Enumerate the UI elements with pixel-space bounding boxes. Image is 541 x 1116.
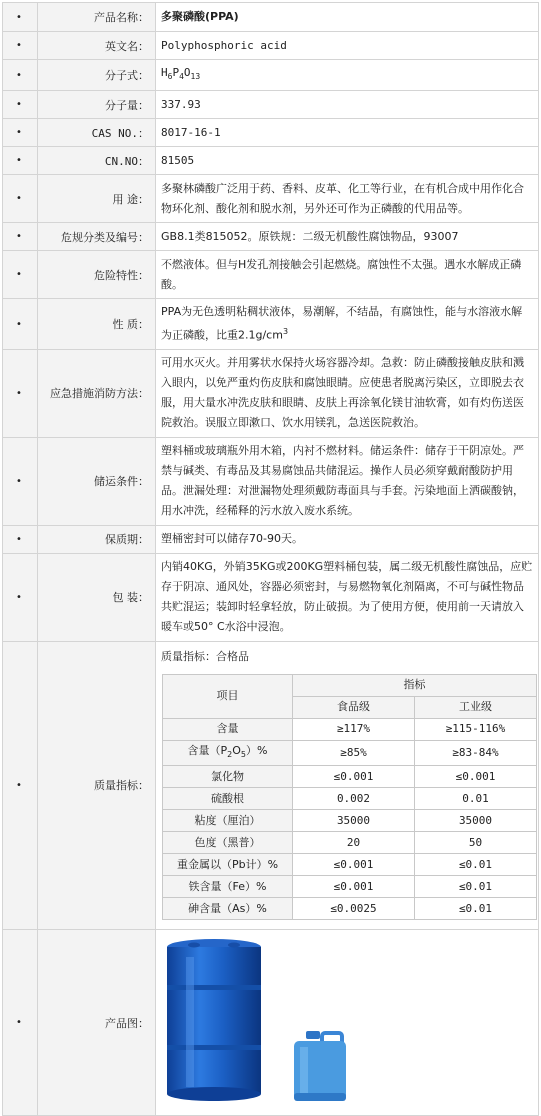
cell-food: ≥85%	[293, 740, 415, 765]
row-bullet: •	[3, 223, 38, 251]
value-shelf-life: 塑桶密封可以储存70-90天。	[156, 525, 539, 553]
cell-item: 粘度（厘泊）	[163, 810, 293, 832]
cell-item: 砷含量（As）%	[163, 898, 293, 920]
value-storage: 塑料桶或玻璃瓶外用木箱，内衬不燃材料。储运条件：储存于干阴凉处。严禁与碱类、有毒品及其易腐蚀品共储混运。操作人员必须穿戴耐酸防护用品。泄漏处理：对泄漏物处理须戴防毒面具与手套。污染地面上洒碳酸钠，用水冲洗，经稀释的污水放入废水系统。	[156, 437, 539, 525]
row-english-name	[3, 32, 539, 60]
value-hazard-class: GB8.1类815052。原铁规：二级无机酸性腐蚀物品，93007	[156, 223, 539, 251]
plastic-drum-image	[164, 937, 264, 1102]
row-bullet: •	[3, 553, 38, 641]
quality-title: 质量指标：合格品	[161, 649, 249, 663]
value-english-name: Polyphosphoric acid	[156, 32, 539, 60]
row-bullet: •	[3, 930, 38, 1116]
row-bullet: •	[3, 3, 38, 32]
value-formula: $H_6P_4O_{13}$	[156, 60, 539, 91]
label-property: 性 质：	[38, 299, 156, 350]
row-bullet: •	[3, 525, 38, 553]
value-quality	[156, 641, 539, 929]
row-package	[3, 553, 539, 641]
label-molecular-weight: 分子量：	[38, 91, 156, 119]
row-bullet: •	[3, 119, 38, 147]
label-storage: 储运条件：	[38, 437, 156, 525]
row-product-image	[3, 930, 539, 1116]
cell-food: ≤0.001	[293, 766, 415, 788]
cell-food: ≤0.0025	[293, 898, 415, 920]
table-row	[163, 898, 537, 920]
cell-industrial: ≥115-116%	[415, 718, 537, 740]
row-formula	[3, 60, 539, 91]
header-food-grade: 食品级	[293, 696, 415, 718]
cell-industrial: ≤0.01	[415, 854, 537, 876]
row-bullet: •	[3, 437, 38, 525]
row-product-name	[3, 3, 539, 32]
cell-food: ≤0.001	[293, 876, 415, 898]
row-bullet: •	[3, 60, 38, 91]
label-use: 用 途：	[38, 175, 156, 223]
value-product-image	[156, 930, 539, 1116]
cell-item: 含量$(P_2O_5)\%$	[163, 740, 293, 765]
row-cn	[3, 147, 539, 175]
label-english-name: 英文名：	[38, 32, 156, 60]
table-row	[163, 718, 537, 740]
row-bullet: •	[3, 175, 38, 223]
label-emergency: 应急措施消防方法：	[38, 349, 156, 437]
label-shelf-life: 保质期：	[38, 525, 156, 553]
row-quality	[3, 641, 539, 929]
value-package: 内销40KG，外销35KG或200KG塑料桶包装，属二级无机酸性腐蚀品，应贮存于阴凉、通风处，容器必须密封，与易燃物氧化剂隔离，不可与碱性物品共贮混运；装卸时轻拿轻放，防止破损。为了使用方便，使用前一天请放入暖车或50° C水浴中浸泡。	[156, 553, 539, 641]
table-row	[163, 854, 537, 876]
row-danger	[3, 251, 539, 299]
label-package: 包 装：	[38, 553, 156, 641]
value-property: PPA为无色透明粘稠状液体，易潮解，不结晶，有腐蚀性，能与水溶液水解为正磷酸，比重$2.1g/cm^3$	[156, 299, 539, 350]
cell-item: 重金属以（Pb计）%	[163, 854, 293, 876]
label-cas: CAS NO.：	[38, 119, 156, 147]
value-use: 多聚林磷酸广泛用于药、香料、皮革、化工等行业，在有机合成中用作化合物环化剂、酸化剂和脱水剂，另外还可作为正磷酸的代用品等。	[156, 175, 539, 223]
row-cas	[3, 119, 539, 147]
row-use	[3, 175, 539, 223]
cell-food: ≥117%	[293, 718, 415, 740]
label-hazard-class: 危规分类及编号：	[38, 223, 156, 251]
cell-industrial: ≤0.01	[415, 876, 537, 898]
label-danger: 危险特性：	[38, 251, 156, 299]
header-index: 指标	[293, 674, 537, 696]
value-emergency: 可用水灭火。并用雾状水保持火场容器冷却。急救：防止磷酸接触皮肤和溅入眼内，以免严重灼伤皮肤和腐蚀眼睛。应使患者脱离污染区，立即脱去衣服，用大量水冲洗皮肤和眼睛、皮肤上再涂氧化镁甘油软膏，如有灼伤送医院救治。误服立即漱口、饮水用镁乳，急送医院救治。	[156, 349, 539, 437]
cell-item: 色度（黑普）	[163, 832, 293, 854]
quality-table	[162, 674, 537, 920]
row-storage	[3, 437, 539, 525]
row-property	[3, 299, 539, 350]
jerry-can-image	[292, 1031, 348, 1103]
row-bullet: •	[3, 91, 38, 119]
cell-industrial: ≥83-84%	[415, 740, 537, 765]
label-cn: CN.NO：	[38, 147, 156, 175]
row-bullet: •	[3, 349, 38, 437]
cell-industrial: ≤0.01	[415, 898, 537, 920]
cell-item: 硫酸根	[163, 788, 293, 810]
value-product-name: 多聚磷酸(PPA)	[156, 3, 539, 32]
value-cas: 8017-16-1	[156, 119, 539, 147]
label-quality: 质量指标：	[38, 641, 156, 929]
row-molecular-weight	[3, 91, 539, 119]
row-emergency	[3, 349, 539, 437]
row-shelf-life	[3, 525, 539, 553]
cell-item: 含量	[163, 718, 293, 740]
row-hazard-class	[3, 223, 539, 251]
value-molecular-weight: 337.93	[156, 91, 539, 119]
label-product-name: 产品名称：	[38, 3, 156, 32]
table-row	[163, 788, 537, 810]
spec-table	[2, 2, 539, 1116]
product-spec-sheet	[2, 2, 539, 1116]
cell-industrial: ≤0.001	[415, 766, 537, 788]
row-bullet: •	[3, 251, 38, 299]
row-bullet: •	[3, 641, 38, 929]
table-row	[163, 876, 537, 898]
row-bullet: •	[3, 32, 38, 60]
cell-food: 35000	[293, 810, 415, 832]
cell-food: ≤0.001	[293, 854, 415, 876]
table-row	[163, 740, 537, 765]
row-bullet: •	[3, 299, 38, 350]
cell-industrial: 35000	[415, 810, 537, 832]
cell-industrial: 50	[415, 832, 537, 854]
table-row	[163, 810, 537, 832]
value-cn: 81505	[156, 147, 539, 175]
label-formula: 分子式：	[38, 60, 156, 91]
header-item: 项目	[163, 674, 293, 718]
header-industrial-grade: 工业级	[415, 696, 537, 718]
cell-food: 0.002	[293, 788, 415, 810]
table-row	[163, 832, 537, 854]
cell-industrial: 0.01	[415, 788, 537, 810]
table-row	[163, 766, 537, 788]
cell-food: 20	[293, 832, 415, 854]
row-bullet: •	[3, 147, 38, 175]
value-danger: 不燃液体。但与H发孔剂接触会引起燃烧。腐蚀性不太强。遇水水解成正磷酸。	[156, 251, 539, 299]
product-photo	[156, 933, 538, 1113]
cell-item: 铁含量（Fe）%	[163, 876, 293, 898]
cell-item: 氯化物	[163, 766, 293, 788]
label-product-image: 产品图：	[38, 930, 156, 1116]
